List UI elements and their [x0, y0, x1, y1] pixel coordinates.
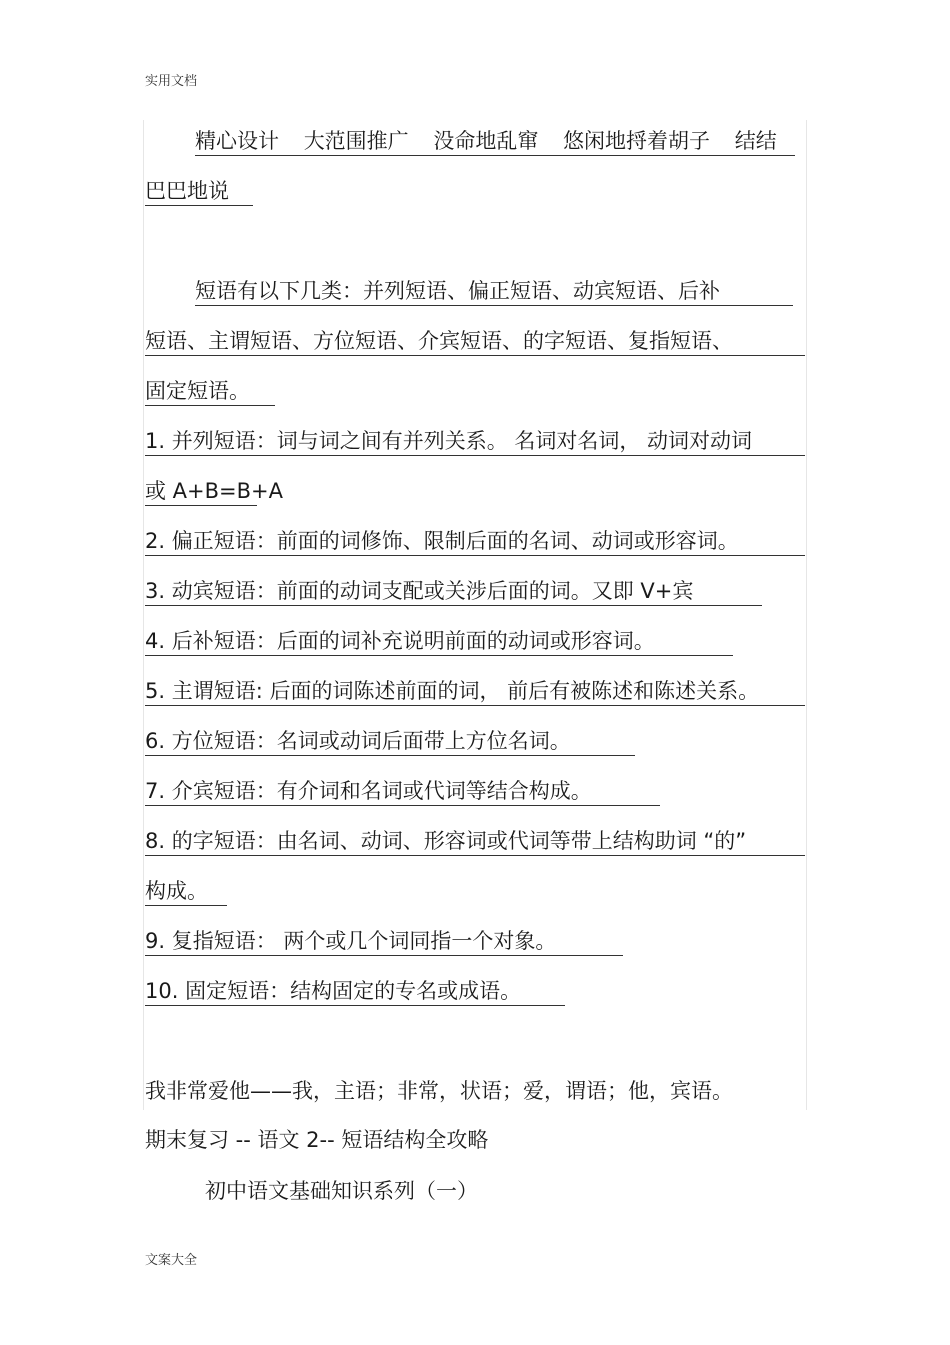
item-10: 10. 固定短语：结构固定的专名或成语。 [145, 978, 565, 1006]
frame-right-border [806, 120, 807, 1110]
item-8-line-1: 8. 的字短语：由名词、动词、形容词或代词等带上结构助词 “的” [145, 828, 805, 856]
item-2: 2. 偏正短语：前面的词修饰、限制后面的名词、动词或形容词。 [145, 528, 805, 556]
item-8-line-2: 构成。 [145, 878, 227, 906]
intro-phrases-line [195, 128, 795, 156]
intro-phrase: 结结 [734, 129, 777, 153]
page-header-label: 实用文档 [145, 74, 198, 89]
item-6: 6. 方位短语：名词或动词后面带上方位名词。 [145, 728, 635, 756]
item-1-line-2: 或 A+B=B+A [145, 478, 257, 506]
intro-phrases-continued: 巴巴地说 [145, 178, 253, 206]
item-9: 9. 复指短语： 两个或几个词同指一个对象。 [145, 928, 623, 956]
frame-left-border [143, 120, 144, 1110]
intro-phrase: 大范围推广 [303, 129, 409, 153]
intro-phrase: 没命地乱窜 [433, 129, 539, 153]
document-title: 期末复习 -- 语文 2-- 短语结构全攻略 [145, 1128, 489, 1152]
item-3: 3. 动宾短语：前面的动词支配或关涉后面的词。又即 V+宾 [145, 578, 762, 606]
document-subtitle: 初中语文基础知识系列（一） [205, 1179, 478, 1203]
intro-phrase: 精心设计 [195, 129, 279, 153]
intro-phrase: 悠闲地捋着胡子 [563, 129, 711, 153]
summary-line-3: 固定短语。 [145, 378, 275, 406]
item-4: 4. 后补短语：后面的词补充说明前面的动词或形容词。 [145, 628, 733, 656]
page-footer-label: 文案大全 [145, 1253, 198, 1268]
item-5: 5. 主谓短语: 后面的词陈述前面的词， 前后有被陈述和陈述关系。 [145, 678, 805, 706]
summary-line-1: 短语有以下几类：并列短语、偏正短语、动宾短语、后补 [195, 278, 793, 306]
summary-line-2: 短语、主谓短语、方位短语、介宾短语、的字短语、复指短语、 [145, 328, 805, 356]
example-sentence: 我非常爱他——我，主语；非常，状语；爱，谓语；他，宾语。 [145, 1079, 733, 1103]
item-7: 7. 介宾短语：有介词和名词或代词等结合构成。 [145, 778, 660, 806]
item-1-line-1: 1. 并列短语：词与词之间有并列关系。 名词对名词， 动词对动词 [145, 428, 805, 456]
